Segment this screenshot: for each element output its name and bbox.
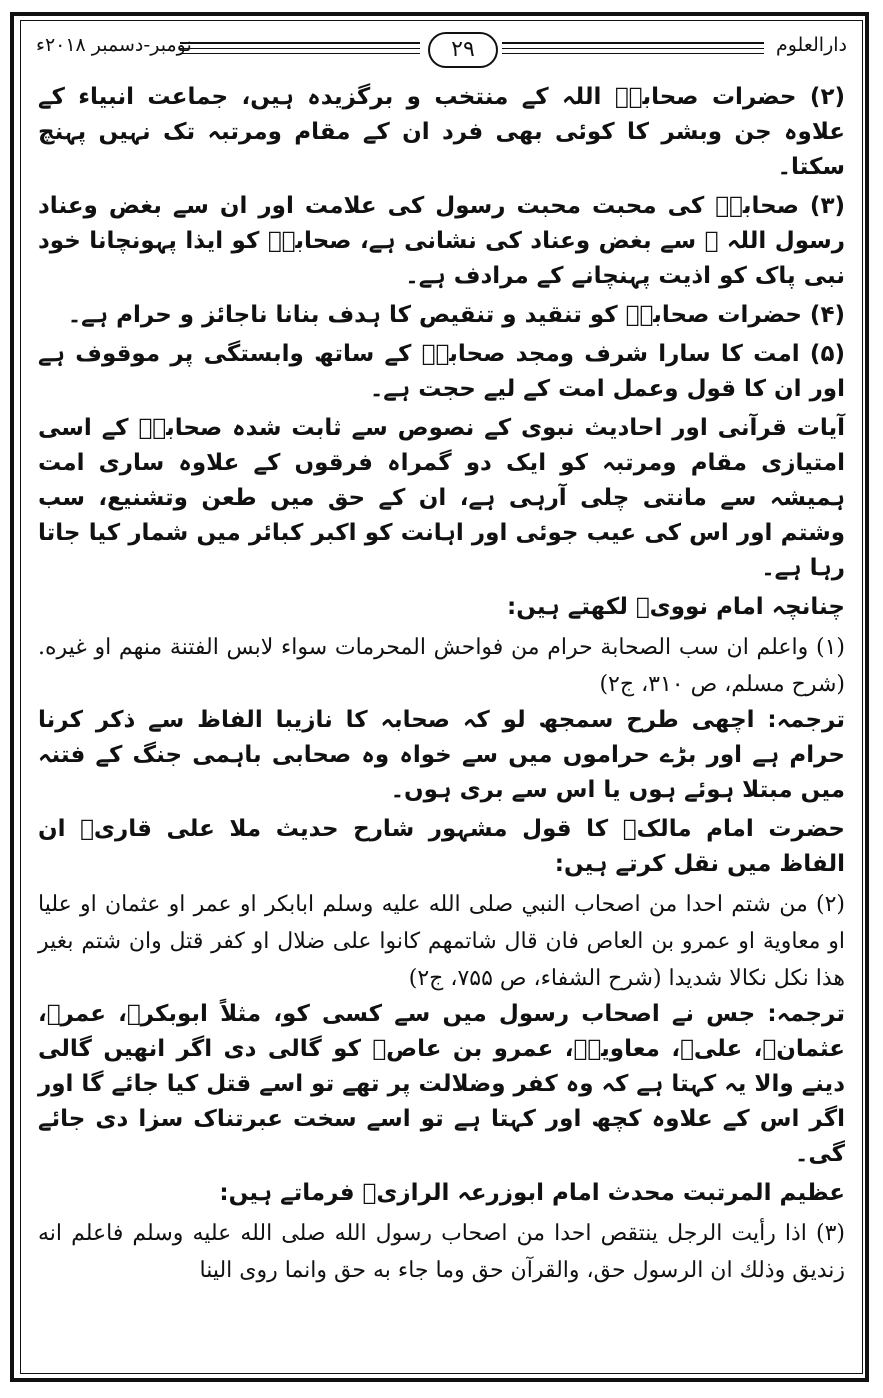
header-rule-left [180, 42, 420, 44]
issue-date: نومبر-دسمبر ۲۰۱۸ء [36, 34, 192, 56]
paragraph-intro: آیات قرآنی اور احادیث نبوی کے نصوص سے ثابت شدہ صحابہؓ کے اسی امتیازی مقام ومرتبہ کو ایک دو گمراہ فرقوں کے علاوہ ساری امت ہمیشہ سے مانتی چلی آرہی ہے، ان کے حق میں طعن وتشنیع، سب وشتم اور اس کی عیب جوئی اور اہانت کو اکبر کبائر میں شمار کیا جاتا رہا ہے۔ [38, 415, 845, 581]
arabic-quote-2: (۲) من شتم احدا من اصحاب النبي صلى الله عليه وسلم ابابكر او عمر او عثمان او عليا او معاوية او عمرو بن العاص فان قال شاتمهم كانوا على ضلال او كفر قتل وان شتم بغير هذا نكل نكالا شديدا (شرح الشفاء، ص ۷۵۵، ج۲) [38, 892, 845, 991]
translation-1: ترجمہ: اچھی طرح سمجھ لو کہ صحابہ کا نازیبا الفاظ سے ذکر کرنا حرام ہے اور بڑے حراموں میں سے خواہ وہ صحابی باہمی جنگ کے فتنہ میں مبتلا ہوئے ہوں یا اس سے بری ہوں۔ [38, 707, 845, 803]
heading-abu-zura: عظیم المرتبت محدث امام ابوزرعہ الرازیؒ فرماتے ہیں: [219, 1180, 845, 1206]
point-3: (۳) صحابہؓ کی محبت محبت رسول کی علامت اور ان سے بغض وعناد رسول اللہ ﷺ سے بغض وعناد کی نشانی ہے، صحابہؓ کو ایذا پہونچانا خود نبی پاک کو اذیت پہنچانے کے مرادف ہے۔ [38, 193, 845, 289]
header-rule-right-thin [502, 48, 764, 49]
header-rule-left-thin-2 [180, 53, 420, 54]
header-rule-right [502, 42, 764, 44]
page-number: ۲۹ [428, 32, 498, 68]
header-rule-left-thin [180, 48, 420, 49]
heading-imam-nawawi: چنانچہ امام نوویؒ لکھتے ہیں: [507, 594, 845, 620]
journal-title: دارالعلوم [775, 34, 847, 56]
article-body [38, 80, 845, 1289]
heading-imam-malik: حضرت امام مالکؒ کا قول مشہور شارح حدیث ملا علی قاریؒ ان الفاظ میں نقل کرتے ہیں: [38, 816, 845, 877]
page-header [30, 28, 853, 68]
translation-2: ترجمہ: جس نے اصحاب رسول میں سے کسی کو، مثلاً ابوبکرؓ، عمرؓ، عثمانؓ، علیؓ، معاویہؓ، عمرو بن عاصؓ کو گالی دی اگر انھیں گالی دینے والا یہ کہتا ہے کہ وہ کفر وضلالت پر تھے تو اسے قتل کیا جائے گا اور اگر اس کے علاوہ کچھ اور کہتا ہے تو اسے سخت عبرتناک سزا دی جائے گی۔ [38, 1001, 845, 1167]
arabic-quote-3: (۳) اذا رأيت الرجل ينتقص احدا من اصحاب رسول الله صلى الله عليه وسلم فاعلم انه زنديق وذلك ان الرسول حق، والقرآن حق وما جاء به حق وانما روى الينا [38, 1221, 845, 1283]
point-2: (۲) حضرات صحابہؓ اللہ کے منتخب و برگزیدہ ہیں، جماعت انبیاء کے علاوہ جن وبشر کا کوئی بھی فرد ان کے مقام ومرتبہ تک نہیں پہنچ سکتا۔ [38, 84, 845, 180]
arabic-quote-1: (۱) واعلم ان سب الصحابة حرام من فواحش المحرمات سواء لابس الفتنة منهم او غيره. (شرح مسلم، ص ۳۱۰، ج۲) [38, 635, 845, 697]
header-rule-right-thin-2 [502, 53, 764, 54]
point-5: (۵) امت کا سارا شرف ومجد صحابہؓ کے ساتھ وابستگی پر موقوف ہے اور ان کا قول وعمل امت کے لیے حجت ہے۔ [38, 341, 845, 402]
point-4: (۴) حضرات صحابہؓ کو تنقید و تنقیص کا ہدف بنانا ناجائز و حرام ہے۔ [67, 302, 845, 328]
